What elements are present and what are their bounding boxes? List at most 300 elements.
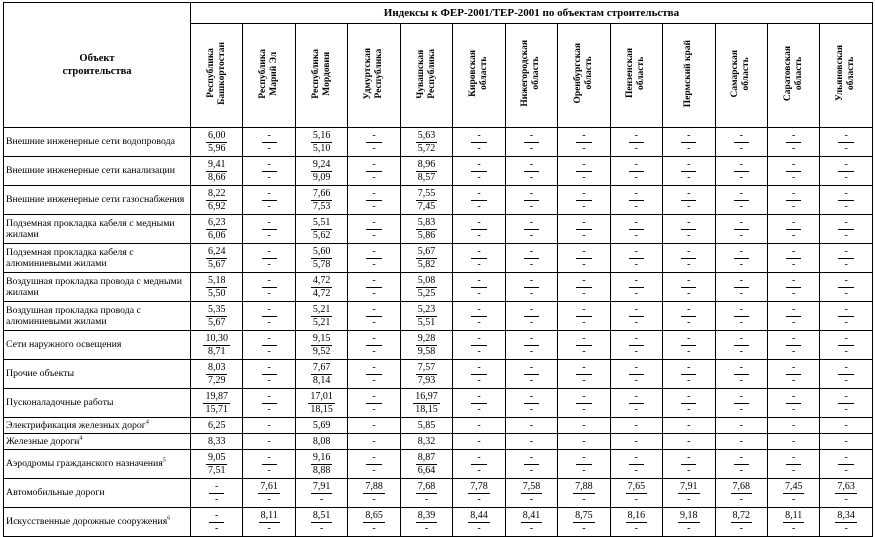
index-value-cell	[400, 157, 452, 186]
index-value-top: -	[681, 159, 696, 172]
index-value-cell	[610, 479, 662, 508]
index-value-cell	[663, 273, 715, 302]
index-value: -	[267, 435, 271, 447]
index-value-cell	[453, 186, 505, 215]
index-value-cell	[191, 244, 243, 273]
index-value-bottom: -	[372, 523, 376, 534]
region-label: Кировская область	[467, 50, 489, 97]
index-value-cell	[715, 157, 767, 186]
index-value-cell	[767, 508, 819, 537]
index-value-bottom: -	[582, 143, 586, 154]
object-name-cell	[4, 157, 191, 186]
index-value-cell	[453, 157, 505, 186]
index-value-cell	[505, 450, 557, 479]
index-value-top: -	[576, 333, 591, 346]
index-value-top: -	[838, 304, 853, 317]
index-value-bottom: -	[739, 404, 743, 415]
index-value-top: -	[734, 217, 749, 230]
index-value-top: -	[786, 188, 801, 201]
index-value-bottom: -	[267, 317, 271, 328]
index-value-cell	[295, 244, 347, 273]
index-value-top: 8,41	[522, 509, 541, 521]
index-value-cell	[820, 508, 872, 537]
index-value: -	[267, 419, 271, 431]
index-value-cell	[453, 331, 505, 360]
region-label: Саратовская область	[782, 45, 804, 102]
index-value-top: -	[366, 246, 381, 259]
index-value-bottom: -	[634, 143, 639, 154]
index-value-bottom: -	[687, 494, 691, 505]
index-value: -	[739, 419, 743, 431]
index-value-bottom: 5,96	[207, 143, 226, 154]
index-value-top: -	[576, 304, 591, 317]
index-value-top: 7,88	[575, 480, 593, 492]
index-value-bottom: 9,58	[417, 346, 436, 357]
index-value-cell	[400, 244, 452, 273]
index-value-bottom: -	[844, 288, 848, 299]
index-value-bottom: -	[529, 259, 534, 270]
index-value-bottom: 6,64	[417, 465, 436, 476]
index-value-top: -	[576, 246, 591, 259]
index-value-bottom: -	[844, 404, 848, 415]
index-value-bottom: -	[634, 404, 639, 415]
region-header	[400, 24, 452, 128]
index-value-bottom: -	[792, 288, 796, 299]
index-value-cell	[820, 479, 872, 508]
index-value-bottom: -	[267, 201, 271, 212]
index-value-top: -	[734, 246, 749, 259]
index-value: 5,85	[417, 419, 436, 431]
index-value: -	[792, 435, 796, 447]
index-value-top: -	[734, 362, 749, 375]
index-value-bottom: 8,57	[417, 172, 436, 183]
index-value-cell	[610, 186, 662, 215]
index-value-bottom: -	[634, 230, 639, 241]
index-value-bottom: -	[319, 494, 324, 505]
object-name: Прочие объекты	[6, 368, 75, 380]
index-value-top: -	[629, 333, 644, 346]
index-value-bottom: -	[792, 201, 796, 212]
table-row	[4, 360, 873, 389]
index-value-bottom: -	[477, 465, 481, 476]
index-value-top: 5,16	[312, 129, 331, 141]
index-value-top: 8,22	[207, 187, 226, 199]
index-value-bottom: -	[844, 346, 848, 357]
index-value-cell	[610, 273, 662, 302]
index-value-bottom: -	[477, 259, 481, 270]
index-value-top: 9,18	[680, 509, 698, 521]
index-value-bottom: 5,51	[417, 317, 436, 328]
index-value-top: -	[366, 159, 381, 172]
index-value-cell	[715, 302, 767, 331]
index-value-bottom: -	[477, 288, 481, 299]
index-value-cell	[453, 389, 505, 418]
index-value-cell	[610, 418, 662, 434]
index-value-bottom: 7,51	[207, 465, 226, 476]
index-value-top: 5,51	[312, 216, 331, 228]
index-value-bottom: -	[477, 494, 481, 505]
index-value-top: -	[471, 246, 486, 259]
index-value-top: -	[838, 452, 853, 465]
object-name-cell	[4, 434, 191, 450]
index-value-top: 6,00	[207, 129, 226, 141]
object-name-cell	[4, 450, 191, 479]
index-value-top: 8,11	[260, 509, 278, 521]
index-value-top: 17,01	[310, 390, 333, 402]
index-value-top: -	[629, 217, 644, 230]
index-value-cell	[295, 450, 347, 479]
index-value-cell	[453, 418, 505, 434]
index-value-cell	[715, 186, 767, 215]
index-value: -	[477, 435, 481, 447]
index-value-bottom: -	[529, 288, 534, 299]
index-value-bottom: -	[792, 494, 796, 505]
index-value-cell	[558, 360, 610, 389]
index-value-bottom: -	[844, 317, 848, 328]
index-value-cell	[348, 434, 400, 450]
region-label: Республика Мордовия	[310, 48, 332, 99]
index-value-cell	[663, 331, 715, 360]
index-value-cell	[191, 157, 243, 186]
index-value-bottom: 8,66	[207, 172, 226, 183]
index-value-cell	[295, 128, 347, 157]
index-value-top: 7,88	[365, 480, 383, 492]
index-value-bottom: -	[215, 494, 219, 505]
index-value-bottom: -	[844, 259, 848, 270]
object-name: Воздушная прокладка провода с алюминиевыми жилами	[6, 304, 141, 327]
index-value-bottom: -	[477, 230, 481, 241]
table-row	[4, 244, 873, 273]
index-value: -	[372, 419, 376, 431]
index-value-cell	[663, 450, 715, 479]
index-value-top: -	[366, 391, 381, 404]
index-value-cell	[715, 389, 767, 418]
index-value-cell	[191, 215, 243, 244]
index-value-cell	[243, 389, 295, 418]
index-value-top: 5,67	[417, 245, 436, 257]
index-value-bottom: -	[687, 375, 691, 386]
object-name-cell	[4, 418, 191, 434]
index-value-top: -	[524, 391, 539, 404]
index-value-bottom: -	[267, 465, 271, 476]
index-value-top: -	[629, 130, 644, 143]
index-value-cell	[663, 360, 715, 389]
index-value-cell	[453, 273, 505, 302]
index-value-top: -	[734, 159, 749, 172]
index-value-cell	[767, 186, 819, 215]
index-value-top: -	[576, 391, 591, 404]
index-value-cell	[348, 450, 400, 479]
region-header	[767, 24, 819, 128]
index-value: -	[634, 419, 639, 431]
object-name-cell	[4, 360, 191, 389]
index-value-top: -	[366, 362, 381, 375]
index-value-top: -	[524, 333, 539, 346]
index-value-cell	[715, 479, 767, 508]
index-value-top: -	[524, 304, 539, 317]
index-value-bottom: -	[319, 523, 324, 534]
index-value-bottom: -	[844, 172, 848, 183]
index-value-bottom: -	[477, 172, 481, 183]
index-value-bottom: -	[372, 346, 376, 357]
object-name: Автомобильные дороги	[6, 487, 105, 499]
table-row	[4, 186, 873, 215]
region-header	[348, 24, 400, 128]
index-value-top: 5,60	[312, 245, 331, 257]
region-header	[663, 24, 715, 128]
object-name-cell	[4, 128, 191, 157]
index-value-top: 8,16	[627, 509, 646, 521]
index-value-cell	[558, 479, 610, 508]
index-value-cell	[348, 273, 400, 302]
index-value-cell	[610, 302, 662, 331]
index-value-bottom: -	[634, 172, 639, 183]
index-value-top: -	[734, 452, 749, 465]
index-value-cell	[243, 434, 295, 450]
index-value-cell	[715, 418, 767, 434]
table-row	[4, 331, 873, 360]
index-value-bottom: -	[267, 230, 271, 241]
table-row	[4, 418, 873, 434]
index-value-cell	[348, 331, 400, 360]
index-value-cell	[505, 360, 557, 389]
index-value-cell	[767, 389, 819, 418]
index-value-bottom: 4,72	[312, 288, 331, 299]
index-value-cell	[505, 273, 557, 302]
index-value-cell	[191, 418, 243, 434]
index-value-cell	[295, 479, 347, 508]
index-value-top: -	[786, 217, 801, 230]
object-name: Аэродромы гражданского назначения	[6, 458, 163, 470]
index-value-cell	[663, 389, 715, 418]
index-value-top: 6,24	[207, 245, 226, 257]
index-value-top: 6,23	[207, 216, 226, 228]
object-name-cell	[4, 186, 191, 215]
index-value-bottom: -	[582, 230, 586, 241]
index-value-top: 7,91	[680, 480, 698, 492]
index-value-top: -	[262, 304, 277, 317]
footnote-marker: 5	[162, 457, 166, 464]
index-value-cell	[820, 434, 872, 450]
index-value-bottom: 7,93	[417, 375, 436, 386]
index-value-top: -	[576, 130, 591, 143]
index-value-top: -	[262, 333, 277, 346]
index-value-cell	[610, 244, 662, 273]
index-value-bottom: -	[792, 259, 796, 270]
index-value-top: -	[576, 159, 591, 172]
index-value-bottom: -	[739, 317, 743, 328]
index-value-bottom: -	[634, 465, 639, 476]
index-value-bottom: 5,10	[312, 143, 331, 154]
index-value-cell	[191, 434, 243, 450]
index-value-cell	[767, 418, 819, 434]
index-value-cell	[505, 128, 557, 157]
index-value-top: -	[681, 391, 696, 404]
index-value-cell	[610, 331, 662, 360]
index-value-top: -	[576, 362, 591, 375]
index-value-cell	[348, 157, 400, 186]
index-value-top: 8,39	[417, 509, 436, 521]
object-name-cell	[4, 273, 191, 302]
index-value-bottom: -	[267, 143, 271, 154]
index-value-bottom: -	[267, 523, 271, 534]
index-value-cell	[610, 128, 662, 157]
index-value-top: 16,97	[415, 390, 438, 402]
index-value-bottom: -	[792, 143, 796, 154]
object-name: Внешние инженерные сети водопровода	[6, 136, 175, 148]
index-value-cell	[348, 508, 400, 537]
table-row	[4, 215, 873, 244]
index-value: -	[582, 419, 586, 431]
index-value-bottom: -	[582, 172, 586, 183]
index-value-bottom: -	[844, 375, 848, 386]
index-value-cell	[243, 450, 295, 479]
index-value-cell	[820, 418, 872, 434]
index-value-cell	[610, 360, 662, 389]
index-value-cell	[820, 186, 872, 215]
region-header	[505, 24, 557, 128]
index-value-top: 7,61	[260, 480, 278, 492]
index-value-top: -	[629, 188, 644, 201]
construction-index-table	[3, 2, 873, 537]
index-value-bottom: 5,62	[312, 230, 331, 241]
index-value-cell	[243, 331, 295, 360]
index-value-top: -	[838, 362, 853, 375]
index-value-top: 5,08	[417, 274, 436, 286]
index-value-top: -	[681, 304, 696, 317]
index-value-top: 7,66	[312, 187, 331, 199]
index-value-cell	[610, 389, 662, 418]
index-value-bottom: -	[529, 143, 534, 154]
index-value-bottom: -	[792, 375, 796, 386]
index-value-bottom: -	[372, 465, 376, 476]
footnote-marker: 6	[167, 515, 171, 522]
index-value-top: -	[262, 217, 277, 230]
index-value-bottom: -	[582, 465, 586, 476]
index-value-top: -	[786, 362, 801, 375]
index-value-bottom: -	[687, 317, 691, 328]
index-value-cell	[295, 418, 347, 434]
table-row	[4, 434, 873, 450]
index-value-top: -	[786, 304, 801, 317]
index-value-cell	[243, 273, 295, 302]
index-value-top: -	[786, 391, 801, 404]
index-value-cell	[191, 479, 243, 508]
index-value-top: 8,65	[365, 509, 383, 521]
index-value-top: -	[838, 159, 853, 172]
index-value: -	[582, 435, 586, 447]
index-value-top: -	[734, 333, 749, 346]
index-value-cell	[453, 244, 505, 273]
index-value-top: -	[786, 246, 801, 259]
index-value-cell	[191, 450, 243, 479]
index-value-cell	[767, 302, 819, 331]
index-value-bottom: -	[739, 346, 743, 357]
index-value-cell	[453, 128, 505, 157]
index-value-bottom: -	[687, 201, 691, 212]
region-label: Оренбургская область	[572, 43, 594, 104]
index-value-cell	[558, 157, 610, 186]
object-name-cell	[4, 479, 191, 508]
index-value-cell	[295, 186, 347, 215]
index-value-cell	[767, 331, 819, 360]
index-value-top: -	[366, 130, 381, 143]
object-name-cell	[4, 389, 191, 418]
object-name: Сети наружного освещения	[6, 339, 122, 351]
index-value-top: 9,28	[417, 332, 436, 344]
region-header	[453, 24, 505, 128]
index-value-top: -	[262, 362, 277, 375]
index-value-cell	[715, 331, 767, 360]
index-value-cell	[191, 302, 243, 331]
index-value-top: -	[576, 275, 591, 288]
index-value-bottom: -	[582, 523, 586, 534]
index-value-cell	[715, 273, 767, 302]
index-value-top: -	[629, 159, 644, 172]
index-value-cell	[663, 434, 715, 450]
index-value-top: 7,91	[312, 480, 331, 492]
index-value-top: 7,78	[470, 480, 488, 492]
index-value-cell	[453, 508, 505, 537]
index-value-bottom: -	[792, 465, 796, 476]
index-value-top: -	[366, 452, 381, 465]
index-value-bottom: 8,88	[312, 465, 331, 476]
index-value-cell	[295, 273, 347, 302]
index-value-cell	[558, 186, 610, 215]
index-value-cell	[820, 302, 872, 331]
index-value-cell	[505, 418, 557, 434]
index-value-cell	[505, 389, 557, 418]
index-value-bottom: -	[687, 346, 691, 357]
index-value-top: 7,68	[417, 480, 436, 492]
index-value-cell	[243, 302, 295, 331]
index-value-cell	[348, 360, 400, 389]
index-value-top: -	[681, 188, 696, 201]
index-value-bottom: -	[739, 494, 743, 505]
index-value-cell	[663, 186, 715, 215]
index-value-cell	[820, 157, 872, 186]
index-value-cell	[767, 273, 819, 302]
index-value-top: -	[524, 275, 539, 288]
index-value-bottom: -	[687, 259, 691, 270]
index-value-cell	[715, 244, 767, 273]
index-value-cell	[558, 508, 610, 537]
index-value-bottom: 7,45	[417, 201, 436, 212]
index-value-cell	[558, 389, 610, 418]
index-value-cell	[348, 128, 400, 157]
index-value-bottom: -	[477, 523, 481, 534]
index-value-bottom: 5,21	[312, 317, 331, 328]
index-value-top: 9,24	[312, 158, 331, 170]
index-value-cell	[558, 434, 610, 450]
index-value-top: -	[681, 217, 696, 230]
index-value-cell	[348, 389, 400, 418]
region-label: Нижегородская область	[520, 40, 542, 107]
index-value-bottom: -	[477, 201, 481, 212]
index-value-top: 5,35	[207, 303, 226, 315]
index-value-top: -	[262, 391, 277, 404]
index-value-cell	[505, 434, 557, 450]
index-value-cell	[505, 508, 557, 537]
index-value-top: -	[629, 391, 644, 404]
index-value-cell	[715, 450, 767, 479]
index-value-cell	[400, 186, 452, 215]
index-value: -	[477, 419, 481, 431]
index-value: 8,33	[207, 435, 226, 447]
index-value-cell	[243, 128, 295, 157]
index-value-bottom: -	[529, 317, 534, 328]
index-value-cell	[505, 244, 557, 273]
